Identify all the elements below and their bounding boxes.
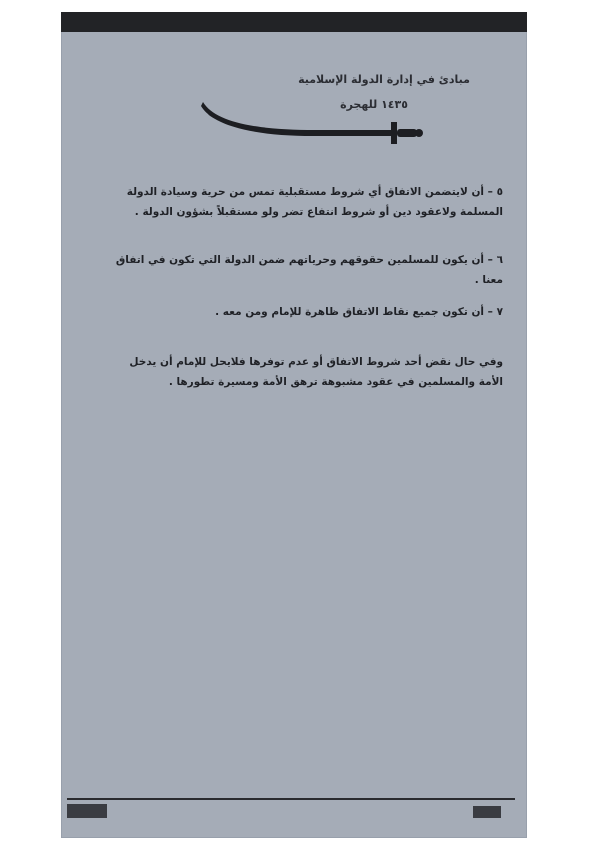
scan-top-border	[61, 12, 527, 32]
paragraph-conclusion: وفي حال نقض أحد شروط الاتفاق أو عدم توفرها فلايحل للإمام أن يدخل الأمة والمسلمين في عقود مشبوهة ترهق الأمة ومسيرة تطورها .	[129, 356, 503, 388]
document-title: مبادئ في إدارة الدولة الإسلامية	[298, 73, 470, 86]
document-year: ١٤٣٥ للهجرة	[340, 98, 408, 111]
footer-mark-right	[473, 806, 501, 818]
sword-icon	[195, 96, 425, 146]
paragraph-item-5: ٥ – أن لايتضمن الاتفاق أي شروط مستقبلية تمس من حرية وسيادة الدولة المسلمة ولاعقود دين أو شروط انتفاع تضر ولو مستقبلاً بشؤون الدولة .	[126, 186, 503, 218]
paragraph-item-6: ٦ – أن يكون للمسلمين حقوقهم وحرياتهم ضمن الدولة التي تكون في اتفاق معنا .	[115, 254, 503, 286]
footer-mark-left	[67, 804, 107, 818]
footer-divider	[67, 798, 515, 800]
paragraph-item-7: ٧ – أن تكون جميع نقاط الاتفاق ظاهرة للإمام ومن معه .	[215, 306, 503, 318]
scanned-page	[61, 12, 527, 838]
